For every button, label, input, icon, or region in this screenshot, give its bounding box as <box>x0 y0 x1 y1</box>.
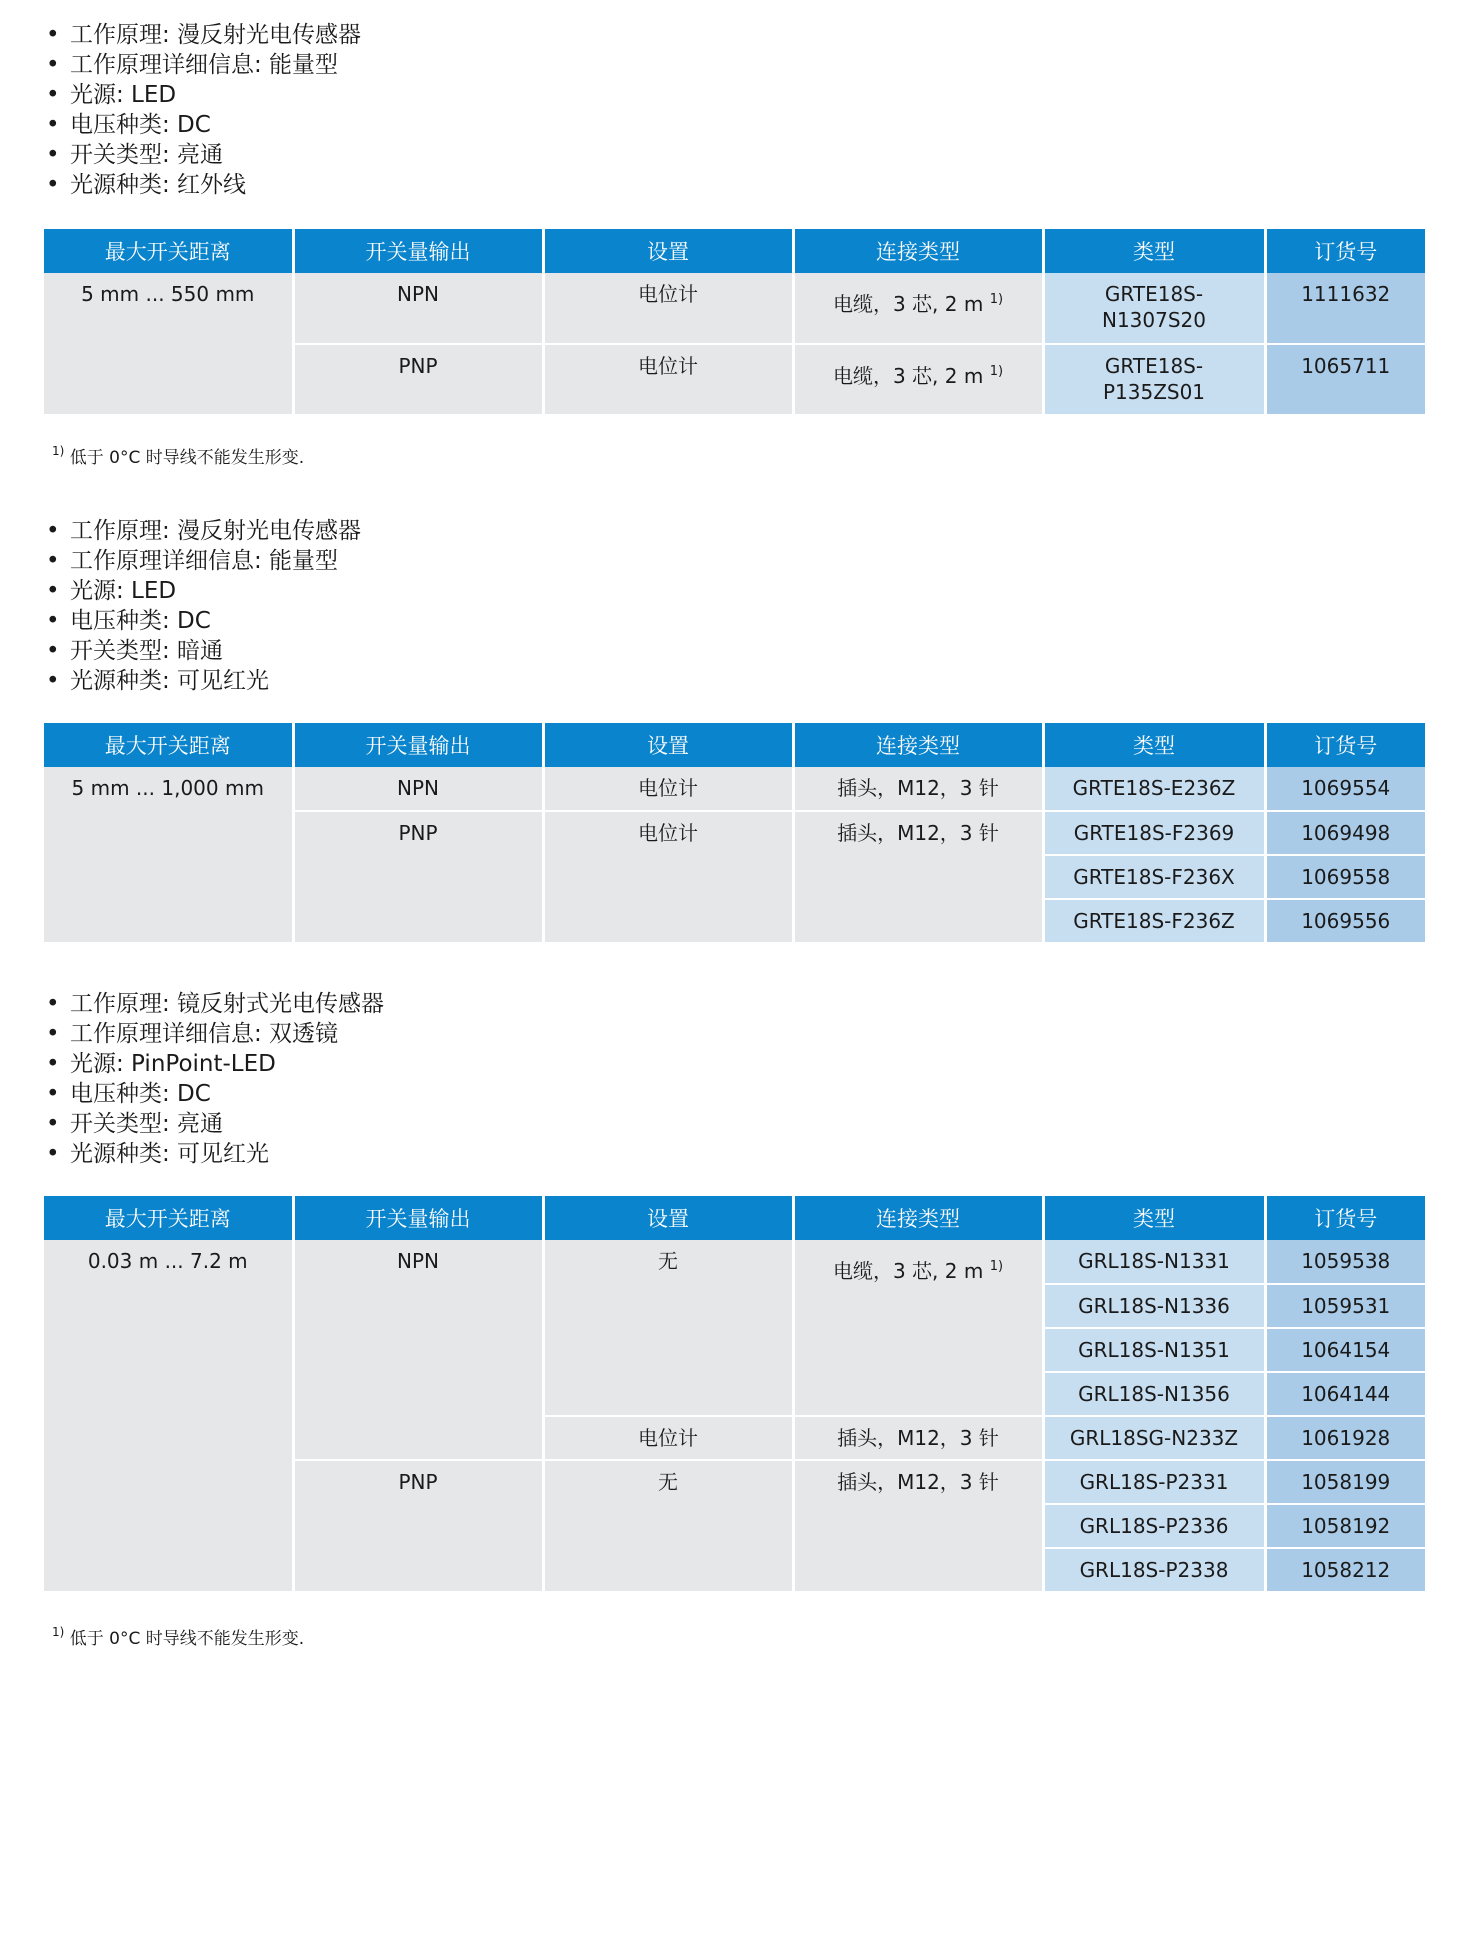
header-order-number: 订货号 <box>1265 1196 1425 1240</box>
header-range: 最大开关距离 <box>44 723 293 767</box>
header-connection: 连接类型 <box>793 723 1043 767</box>
type-cell: GRL18S-P2331 <box>1043 1460 1265 1504</box>
footnote <box>52 1624 304 1649</box>
output-cell: PNP <box>293 1460 543 1592</box>
output-cell: NPN <box>293 273 543 344</box>
type-cell: GRTE18S-E236Z <box>1043 767 1265 811</box>
setting-cell: 电位计 <box>543 811 793 943</box>
order-number-cell: 1059538 <box>1265 1240 1425 1284</box>
section-1 <box>44 20 1425 404</box>
table-row <box>44 767 1425 811</box>
footnote-text: 低于 0°C 时导线不能发生形变. <box>69 448 305 468</box>
header-type: 类型 <box>1043 723 1265 767</box>
setting-cell: 无 <box>543 1460 793 1592</box>
order-number-cell: 1061928 <box>1265 1416 1425 1460</box>
header-type: 类型 <box>1043 229 1265 273</box>
header-range: 最大开关距离 <box>44 229 293 273</box>
range-cell: 0.03 m ... 7.2 m <box>44 1240 293 1592</box>
header-connection: 连接类型 <box>793 1196 1043 1240</box>
footnote-ref: 1) <box>989 292 1004 307</box>
property-item: • 电压种类: DC <box>46 608 211 634</box>
order-number-cell: 1069556 <box>1265 899 1425 943</box>
setting-cell: 电位计 <box>543 767 793 811</box>
order-number-cell: 1064154 <box>1265 1328 1425 1372</box>
property-item: • 开关类型: 亮通 <box>46 142 224 168</box>
type-cell: GRTE18S-F2369 <box>1043 811 1265 855</box>
header-range: 最大开关距离 <box>44 1196 293 1240</box>
property-list <box>44 516 1425 696</box>
table-header-row <box>44 1196 1425 1240</box>
header-setting: 设置 <box>543 1196 793 1240</box>
property-list <box>44 989 1425 1169</box>
property-item: • 工作原理: 镜反射式光电传感器 <box>46 991 385 1017</box>
header-setting: 设置 <box>543 229 793 273</box>
property-item: • 光源种类: 可见红光 <box>46 1141 270 1167</box>
type-cell: GRL18S-N1336 <box>1043 1284 1265 1328</box>
table-header-row <box>44 723 1425 767</box>
property-item: • 工作原理详细信息: 能量型 <box>46 548 339 574</box>
range-cell: 5 mm ... 1,000 mm <box>44 767 293 943</box>
header-output: 开关量输出 <box>293 1196 543 1240</box>
property-item: • 光源: LED <box>46 578 177 604</box>
connection-cell: 插头，M12，3 针 <box>793 767 1043 811</box>
property-item: • 光源: PinPoint-LED <box>46 1051 276 1077</box>
connection-cell: 电缆，3 芯, 2 m $^{1)}$ <box>793 273 1043 344</box>
output-cell: PNP <box>293 811 543 943</box>
connection-cell: 插头，M12，3 针 <box>793 1460 1043 1592</box>
header-order-number: 订货号 <box>1265 723 1425 767</box>
property-item: • 光源: LED <box>46 82 177 108</box>
footnote-ref: 1) <box>989 364 1004 379</box>
header-connection: 连接类型 <box>793 229 1043 273</box>
type-cell: GRL18S-N1331 <box>1043 1240 1265 1284</box>
table-row <box>44 273 1425 344</box>
setting-cell: 电位计 <box>543 344 793 415</box>
connection-cell: 电缆，3 芯, 2 m $^{1)}$ <box>793 344 1043 415</box>
table-header-row <box>44 229 1425 273</box>
output-cell: NPN <box>293 767 543 811</box>
order-number-cell: 1064144 <box>1265 1372 1425 1416</box>
property-item: • 光源种类: 红外线 <box>46 172 247 198</box>
type-cell: GRTE18S- P135ZS01 <box>1043 344 1265 415</box>
connection-cell: 插头，M12，3 针 <box>793 811 1043 943</box>
type-cell: GRL18S-N1351 <box>1043 1328 1265 1372</box>
type-cell: GRL18S-N1356 <box>1043 1372 1265 1416</box>
property-item: • 光源种类: 可见红光 <box>46 668 270 694</box>
header-order-number: 订货号 <box>1265 229 1425 273</box>
product-table <box>44 229 1425 416</box>
order-number-cell: 1069498 <box>1265 811 1425 855</box>
property-item: • 工作原理: 漫反射光电传感器 <box>46 22 362 48</box>
property-item: • 工作原理详细信息: 能量型 <box>46 52 339 78</box>
header-setting: 设置 <box>543 723 793 767</box>
product-table <box>44 723 1425 944</box>
header-output: 开关量输出 <box>293 229 543 273</box>
output-cell: PNP <box>293 344 543 415</box>
header-type: 类型 <box>1043 1196 1265 1240</box>
output-cell: NPN <box>293 1240 543 1460</box>
section-2 <box>44 516 1425 933</box>
property-item: • 工作原理: 漫反射光电传感器 <box>46 518 362 544</box>
order-number-cell: 1111632 <box>1265 273 1425 344</box>
order-number-cell: 1069554 <box>1265 767 1425 811</box>
type-cell: GRL18S-P2338 <box>1043 1548 1265 1592</box>
setting-cell: 电位计 <box>543 1416 793 1460</box>
setting-cell: 无 <box>543 1240 793 1416</box>
order-number-cell: 1058192 <box>1265 1504 1425 1548</box>
order-number-cell: 1069558 <box>1265 855 1425 899</box>
type-cell: GRTE18S-F236X <box>1043 855 1265 899</box>
range-cell: 5 mm ... 550 mm <box>44 273 293 415</box>
footnote-ref: 1) <box>989 1259 1004 1274</box>
type-cell: GRTE18S-F236Z <box>1043 899 1265 943</box>
header-output: 开关量输出 <box>293 723 543 767</box>
property-item: • 开关类型: 亮通 <box>46 1111 224 1137</box>
footnote-mark: 1) <box>52 444 65 458</box>
order-number-cell: 1058212 <box>1265 1548 1425 1592</box>
order-number-cell: 1059531 <box>1265 1284 1425 1328</box>
property-item: • 电压种类: DC <box>46 112 211 138</box>
property-item: • 工作原理详细信息: 双透镜 <box>46 1021 339 1047</box>
footnote-text: 低于 0°C 时导线不能发生形变. <box>69 1629 305 1649</box>
setting-cell: 电位计 <box>543 273 793 344</box>
connection-cell: 插头，M12，3 针 <box>793 1416 1043 1460</box>
connection-cell: 电缆，3 芯, 2 m $^{1)}$ <box>793 1240 1043 1416</box>
property-item: • 开关类型: 暗通 <box>46 638 224 664</box>
type-cell: GRTE18S- N1307S20 <box>1043 273 1265 344</box>
table-row <box>44 1240 1425 1284</box>
order-number-cell: 1065711 <box>1265 344 1425 415</box>
order-number-cell: 1058199 <box>1265 1460 1425 1504</box>
section-3 <box>44 989 1425 1582</box>
footnote-mark: 1) <box>52 1625 65 1639</box>
property-item: • 电压种类: DC <box>46 1081 211 1107</box>
property-list <box>44 20 1425 200</box>
footnote <box>52 443 304 468</box>
type-cell: GRL18S-P2336 <box>1043 1504 1265 1548</box>
product-table <box>44 1196 1425 1593</box>
type-cell: GRL18SG-N233Z <box>1043 1416 1265 1460</box>
